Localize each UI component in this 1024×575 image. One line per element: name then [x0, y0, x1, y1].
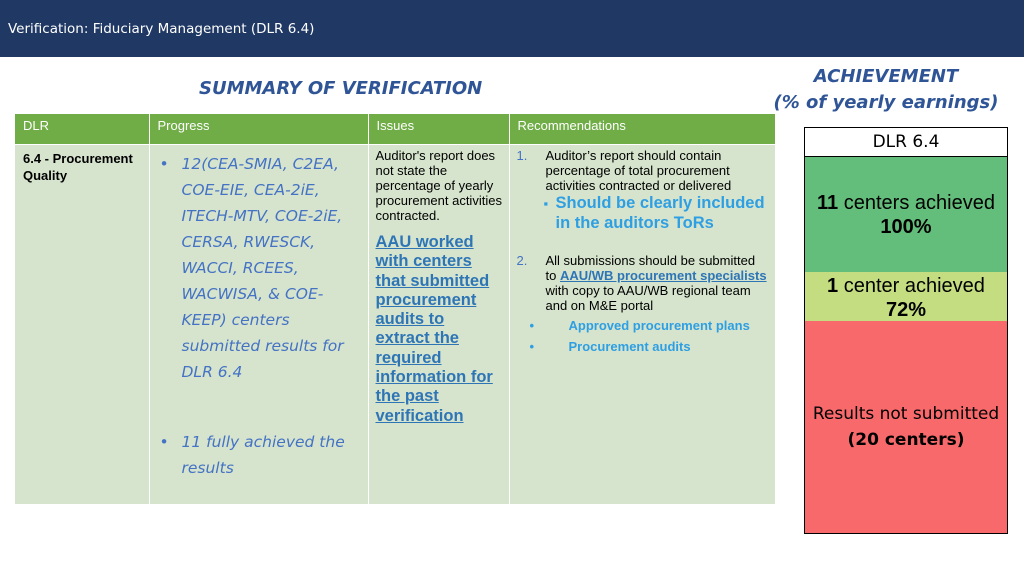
- column-header-recommendations: Recommendations: [509, 114, 775, 145]
- achievement-partial-count: 1: [827, 275, 839, 297]
- column-header-dlr: DLR: [15, 114, 149, 145]
- recommendation-number: 2.: [516, 253, 528, 268]
- procurement-specialists-link[interactable]: AAU/WB procurement specialists: [559, 268, 767, 283]
- recommendation-subitem: [543, 194, 769, 233]
- cell-recommendations: [509, 145, 775, 505]
- bullet-icon: •: [159, 155, 169, 173]
- verification-table: [15, 114, 776, 504]
- recommendation-text: with copy to AAU/WB regional team and on M&E portal: [545, 283, 751, 313]
- achievement-partial-pct: 72%: [885, 299, 927, 321]
- achievement-box-title: DLR 6.4: [805, 128, 1007, 157]
- recommendation-subitem: [517, 318, 769, 333]
- cell-progress: [149, 145, 368, 505]
- column-header-issues: Issues: [368, 114, 509, 145]
- achievement-missing-text: Results not submitted: [812, 404, 1000, 424]
- achievement-heading: ACHIEVEMENT: [813, 66, 959, 87]
- issues-block: [369, 145, 509, 426]
- achievement-full-pct: 100%: [880, 216, 932, 238]
- recommendation-2: [517, 253, 769, 313]
- recommendation-subitem-text: Should be clearly included in the auditors ToRs: [555, 194, 765, 232]
- recommendation-subitem-text: Approved procurement plans: [568, 318, 750, 333]
- table-row: [15, 145, 775, 505]
- table-header-row: [15, 114, 775, 145]
- square-bullet-icon: ▪: [543, 196, 549, 211]
- recommendations-block: [510, 145, 775, 354]
- achievement-partial-text: center achieved: [838, 275, 985, 297]
- progress-list: [150, 145, 368, 481]
- achievement-subheading: (% of yearly earnings): [773, 92, 999, 113]
- progress-item-text: 11 fully achieved the results: [181, 433, 345, 477]
- progress-item: [160, 151, 368, 385]
- achievement-missing-count: (20 centers): [847, 430, 965, 450]
- recommendation-text: Auditor’s report should contain percentage of total procurement activities contracted or delivered: [545, 148, 732, 193]
- title-bar: [0, 0, 1024, 57]
- column-header-progress: Progress: [149, 114, 368, 145]
- summary-heading: SUMMARY OF VERIFICATION: [199, 78, 483, 99]
- issues-text: Auditor's report does not state the percentage of yearly procurement activities contracted.: [375, 148, 502, 223]
- recommendation-1: [517, 148, 769, 233]
- achievement-full: [805, 157, 1007, 272]
- recommendation-number: 1.: [516, 148, 528, 163]
- bullet-icon: •: [529, 318, 535, 333]
- progress-item: [160, 429, 368, 481]
- achievement-full-text: centers achieved: [838, 192, 995, 214]
- recommendation-subitem-text: Procurement audits: [568, 339, 691, 354]
- progress-item-text: 12(CEA-SMIA, C2EA, COE-EIE, CEA-2iE, ITECH-MTV, COE-2iE, CERSA, RWESCK, WACCI, RCEES, WACWISA, & COE-KEEP) centers submitted results for DLR 6.4: [181, 155, 344, 381]
- recommendation-text: All submissions should be submitted to: [545, 253, 756, 283]
- achievement-missing: [805, 321, 1007, 533]
- cell-issues: [368, 145, 509, 505]
- achievement-partial: [805, 272, 1007, 321]
- bullet-icon: •: [529, 339, 535, 354]
- slide-title: Verification: Fiduciary Management (DLR 6.4): [8, 21, 315, 37]
- recommendation-subitem: [517, 339, 769, 354]
- issues-link[interactable]: AAU worked with centers that submitted procurement audits to extract the required information for the past verification: [375, 233, 493, 425]
- cell-dlr: 6.4 - Procurement Quality: [15, 145, 149, 505]
- bullet-icon: •: [159, 433, 169, 451]
- achievement-full-count: 11: [817, 192, 839, 214]
- achievement-box: [804, 127, 1008, 534]
